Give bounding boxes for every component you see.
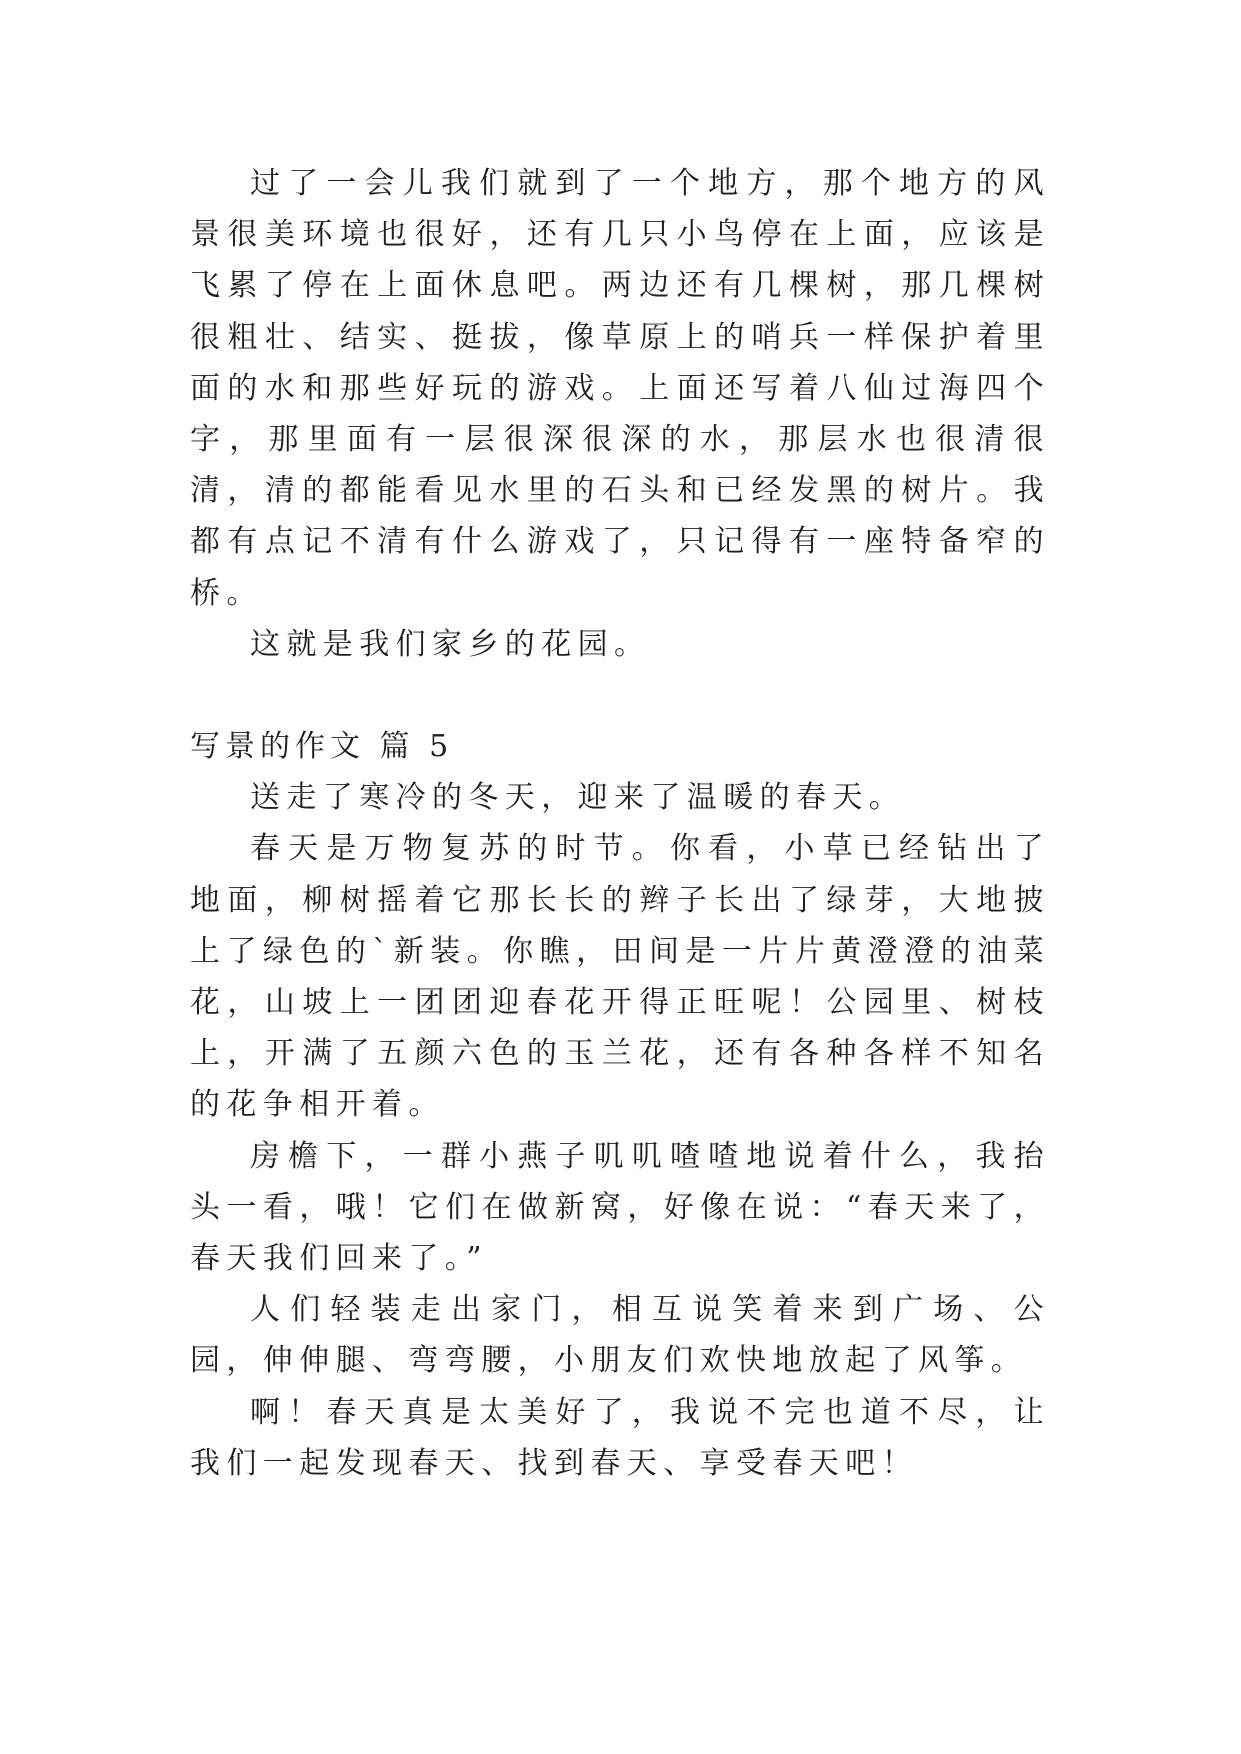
paragraph-spring-conclusion: 啊！春天真是太美好了，我说不完也道不尽，让我们一起发现春天、找到春天、享受春天吧！ <box>190 1394 1050 1481</box>
paragraph-garden-scene: 过了一会儿我们就到了一个地方，那个地方的风景很美环境也很好，还有几只小鸟停在上面，应该是飞累了停在上面休息吧。两边还有几棵树，那几棵树很粗壮、结实、挺拔，像草原上的哨兵一样保护着里面的水和那些好玩的游戏。上面还写着八仙过海四个字，那里面有一层很深很深的水，那层水也很清很清，清的都能看见水里的石头和已经发黑的树片。我都有点记不清有什么游戏了，只记得有一座特备窄的桥。 <box>190 166 1050 611</box>
document-body <box>190 158 1050 1489</box>
paragraph-spring-flowers: 春天是万物复苏的时节。你看，小草已经钻出了地面，柳树摇着它那长长的辫子长出了绿芽，大地披上了绿色的`新装。你瞧，田间是一片片黄澄澄的油菜花，山坡上一团团迎春花开得正旺呢！公园里、树枝上，开满了五颜六色的玉兰花，还有各种各样不知名的花争相开着。 <box>190 831 1050 1123</box>
paragraph-swallows: 房檐下，一群小燕子叽叽喳喳地说着什么，我抬头一看，哦！它们在做新窝，好像在说：“春天来了，春天我们回来了。” <box>190 1138 1050 1277</box>
paragraph-people-outing: 人们轻装走出家门，相互说笑着来到广场、公园，伸伸腿、弯弯腰，小朋友们欢快地放起了风筝。 <box>190 1292 1050 1379</box>
paragraph-spring-intro: 送走了寒冷的冬天，迎来了温暖的春天。 <box>250 780 906 816</box>
section-heading: 写景的作文 篇 5 <box>190 729 454 765</box>
paragraph-garden-conclusion: 这就是我们家乡的花园。 <box>250 626 651 662</box>
section-spacer <box>190 670 1050 721</box>
